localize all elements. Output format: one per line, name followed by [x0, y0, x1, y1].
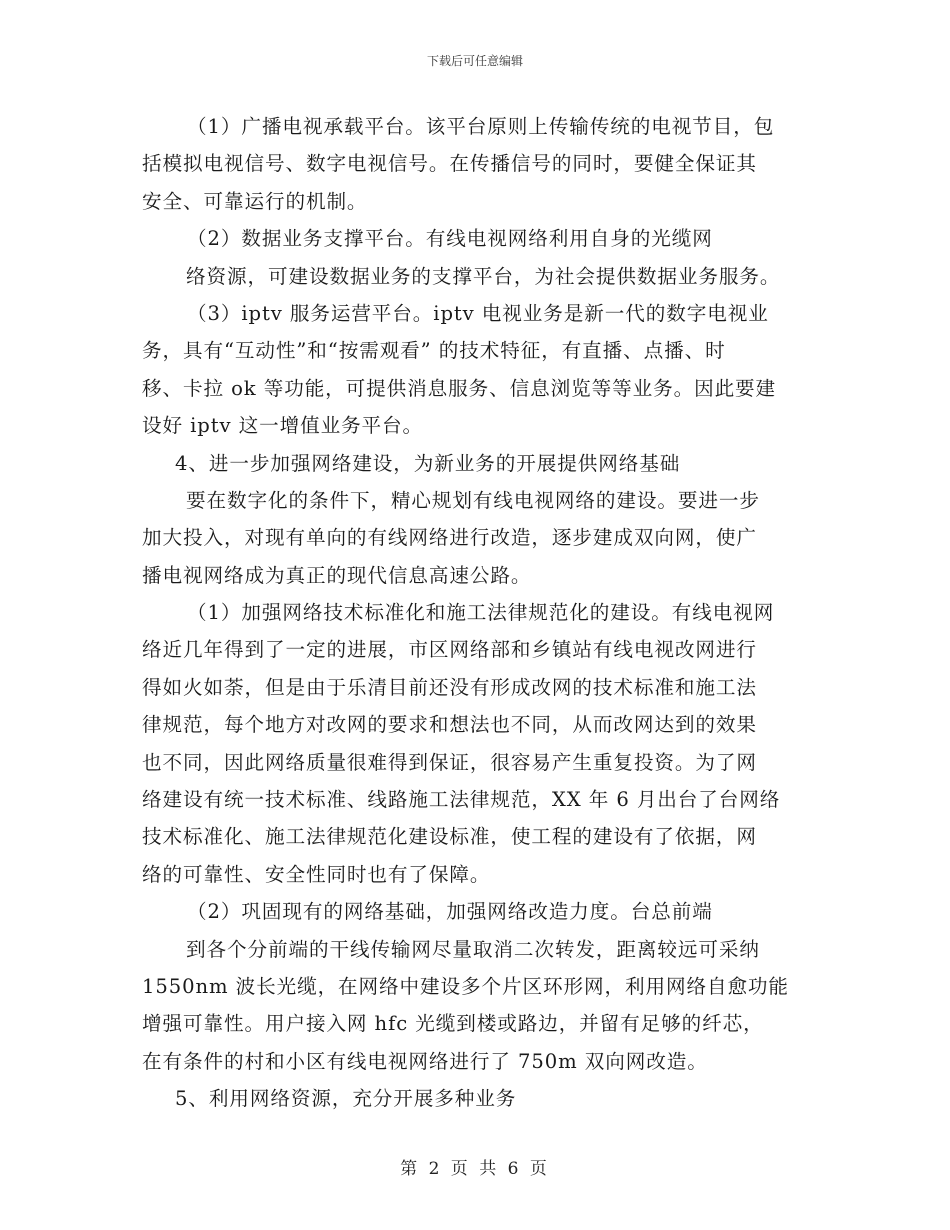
text-line: 务，具有“互动性”和“按需观看” 的技术特征，有直播、点播、时 [142, 339, 726, 363]
text-line: 设好 iptv 这一增值业务平台。 [142, 414, 424, 438]
text-line: 移、卡拉 ok 等功能，可提供消息服务、信息浏览等等业务。因此要建 [142, 376, 777, 400]
text-line: 得如火如荼，但是由于乐清目前还没有形成改网的技术标准和施工法 [142, 675, 757, 699]
text-line: 络的可靠性、安全性同时也有了保障。 [142, 862, 491, 886]
text-line: 5、利用网络资源，充分开展多种业务 [175, 1087, 517, 1111]
text-line: （1）加强网络技术标准化和施工法律规范化的建设。有线电视网 [187, 601, 775, 625]
text-line: 要在数字化的条件下，精心规划有线电视网络的建设。要进一步 [186, 488, 760, 512]
text-line: 到各个分前端的干线传输网尽量取消二次转发，距离较远可采纳 [186, 937, 760, 961]
text-line: 络建设有统一技术标准、线路施工法律规范，XX 年 6 月出台了台网络 [142, 788, 781, 812]
text-line: 络近几年得到了一定的进展，市区网络部和乡镇站有线电视改网进行 [142, 638, 757, 662]
text-line: 在有条件的村和小区有线电视网络进行了 750m 双向网改造。 [142, 1049, 708, 1073]
document-body [142, 108, 822, 1118]
text-line: 增强可靠性。用户接入网 hfc 光缆到楼或路边，并留有足够的纤芯， [142, 1012, 764, 1036]
text-line: （2）数据业务支撑平台。有线电视网络利用自身的光缆网 [187, 227, 713, 251]
text-line: 络资源，可建设数据业务的支撑平台，为社会提供数据业务服务。 [186, 264, 781, 288]
text-line: 也不同，因此网络质量很难得到保证，很容易产生重复投资。为了网 [142, 750, 757, 774]
text-line: 律规范，每个地方对改网的要求和想法也不同，从而改网达到的效果 [142, 713, 757, 737]
text-line: （2）巩固现有的网络基础，加强网络改造力度。台总前端 [187, 900, 713, 924]
text-line: 安全、可靠运行的机制。 [142, 189, 368, 213]
text-line: 加大投入，对现有单向的有线网络进行改造，逐步建成双向网，使广 [142, 526, 757, 550]
text-line: 1550nm 波长光缆，在网络中建设多个片区环形网，利用网络自愈功能 [142, 974, 789, 998]
text-line: 技术标准化、施工法律规范化建设标准，使工程的建设有了依据，网 [142, 825, 757, 849]
text-line: （1）广播电视承载平台。该平台原则上传输传统的电视节目，包 [187, 115, 775, 138]
text-line: 4、进一步加强网络建设，为新业务的开展提供网络基础 [175, 451, 681, 475]
page-header: 下载后可任意编辑 [426, 54, 523, 68]
page-footer: 第 2 页 共 6 页 [400, 1159, 550, 1179]
text-line: （3）iptv 服务运营平台。iptv 电视业务是新一代的数字电视业 [187, 301, 769, 325]
text-line: 播电视网络成为真正的现代信息高速公路。 [142, 563, 532, 587]
text-line: 括模拟电视信号、数字电视信号。在传播信号的同时，要健全保证其 [142, 152, 757, 176]
